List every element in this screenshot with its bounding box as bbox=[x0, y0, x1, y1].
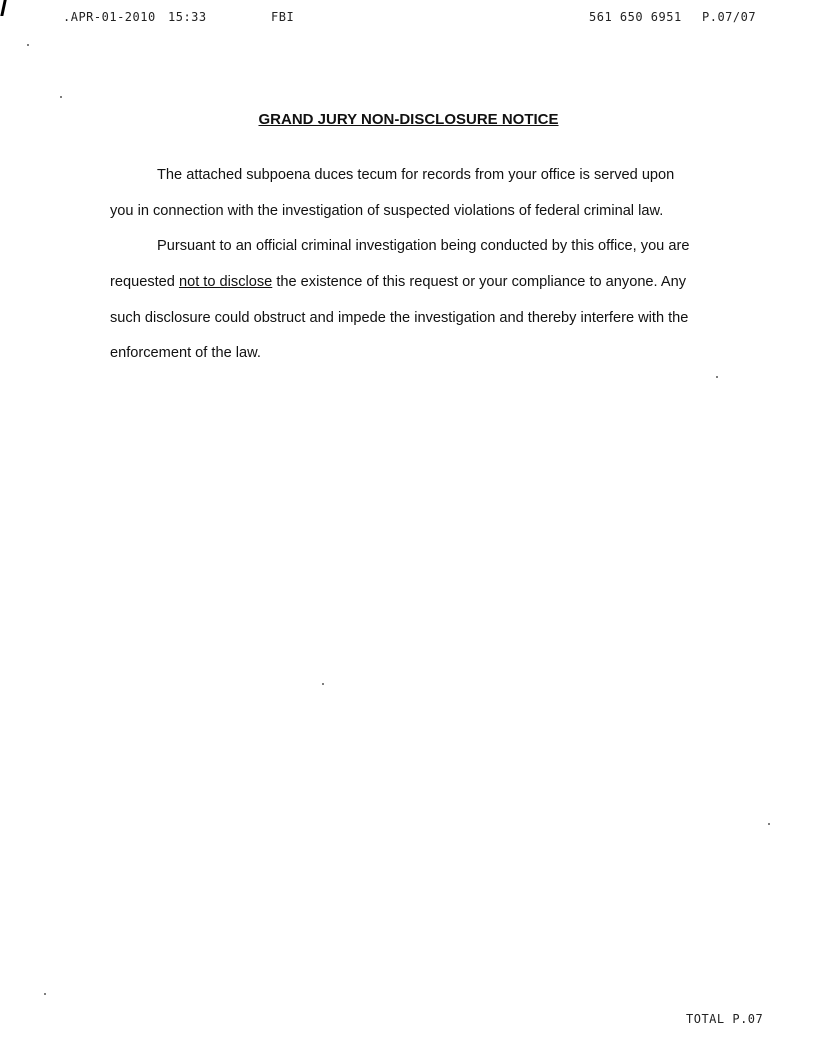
notice-line-5: such disclosure could obstruct and impede the investigation and thereby interfere with the bbox=[110, 310, 689, 326]
fax-sender: FBI bbox=[271, 10, 295, 24]
fax-date: .APR-01-2010 bbox=[63, 10, 156, 24]
fax-time: 15:33 bbox=[168, 10, 207, 24]
fax-total-pages: TOTAL P.07 bbox=[686, 1012, 764, 1026]
scan-speck bbox=[60, 96, 62, 98]
notice-line-4 bbox=[110, 274, 686, 290]
notice-line-3: Pursuant to an official criminal investigation being conducted by this office, you are bbox=[157, 238, 690, 254]
scan-speck bbox=[322, 683, 324, 685]
scan-speck bbox=[27, 44, 29, 46]
fax-phone-number: 561 650 6951 bbox=[589, 10, 682, 24]
fax-page-number: P.07/07 bbox=[702, 10, 757, 24]
notice-line-2: you in connection with the investigation of suspected violations of federal criminal law. bbox=[110, 203, 664, 219]
fax-header bbox=[0, 10, 817, 30]
scan-speck bbox=[768, 823, 770, 825]
notice-line-4-prefix: requested bbox=[110, 274, 179, 290]
notice-line-6: enforcement of the law. bbox=[110, 345, 261, 361]
scan-speck bbox=[44, 993, 46, 995]
notice-title: GRAND JURY NON-DISCLOSURE NOTICE bbox=[258, 111, 559, 128]
notice-line-4-rest: the existence of this request or your compliance to anyone. Any bbox=[276, 274, 687, 290]
not-to-disclose-emphasis: not to disclose bbox=[178, 274, 273, 290]
notice-line-1: The attached subpoena duces tecum for records from your office is served upon bbox=[157, 167, 675, 183]
scan-speck bbox=[716, 376, 718, 378]
